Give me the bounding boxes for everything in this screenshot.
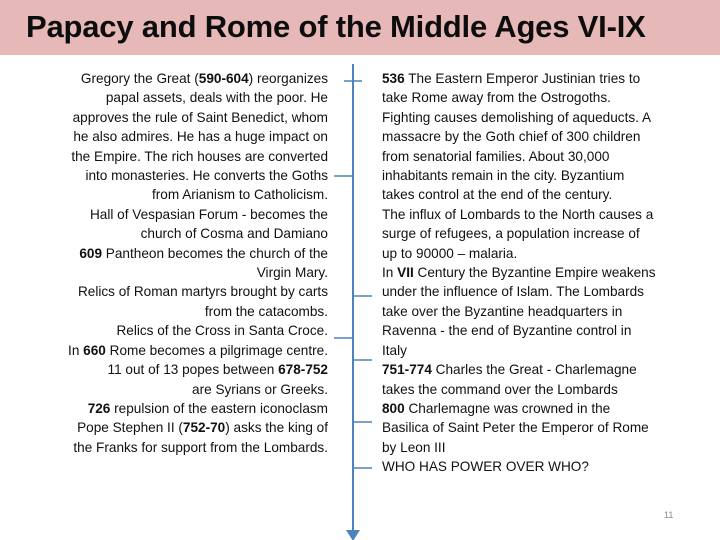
text-segment: papal assets, deals with the poor. He [105, 90, 328, 106]
text-line [382, 224, 718, 243]
text-line [382, 438, 718, 457]
right-column-text [382, 69, 718, 477]
text-segment: by Leon III [382, 439, 446, 455]
date-highlight: 751-774 [382, 362, 432, 378]
slide-title: Papacy and Rome of the Middle Ages VI-IX [26, 9, 646, 44]
text-line [382, 360, 718, 379]
date-highlight: 726 [87, 400, 111, 416]
text-line [382, 282, 718, 301]
text-line [382, 302, 718, 321]
text-segment: under the influence of Islam. The Lombards [382, 284, 644, 300]
text-segment: Relics of Roman martyrs brought by carts [77, 284, 328, 300]
text-segment: Gregory the Great ( [80, 71, 199, 86]
text-line [382, 457, 718, 476]
text-segment: takes the command over the Lombards [382, 381, 618, 397]
text-segment: In [382, 265, 398, 281]
text-segment: Charlemagne was crowned in the [404, 400, 611, 416]
text-segment: the Empire. The rich houses are converted [71, 148, 328, 164]
text-segment: take Rome away from the Ostrogoths. [382, 90, 611, 106]
text-segment: up to 90000 – malaria. [382, 245, 518, 261]
text-segment: approves the rule of Saint Benedict, whom [72, 109, 328, 125]
text-segment: Pantheon becomes the church of the [102, 245, 328, 261]
text-line [382, 418, 718, 437]
text-segment: take over the Byzantine headquarters in [382, 303, 623, 319]
text-line [382, 147, 718, 166]
text-segment: takes control at the end of the century. [382, 187, 613, 203]
text-segment: inhabitants remain in the city. Byzantium [382, 168, 625, 184]
text-segment: Ravenna - the end of Byzantine control in [382, 323, 632, 339]
text-segment: massacre by the Goth chief of 300 children [382, 129, 641, 145]
text-segment: Rome becomes a pilgrimage centre. [105, 342, 328, 358]
text-segment: Fighting causes demolishing of aqueducts. A [382, 109, 652, 125]
date-highlight: 800 [382, 400, 405, 416]
text-line [382, 263, 718, 282]
text-segment: from senatorial families. About 30,000 [382, 148, 610, 164]
text-line [382, 127, 718, 146]
date-highlight: 660 [83, 342, 106, 358]
text-line [382, 244, 718, 263]
text-segment: the Franks for support from the Lombards. [73, 439, 328, 455]
text-line [382, 321, 718, 340]
text-segment: Basilica of Saint Peter the Emperor of Rome [382, 420, 649, 436]
text-segment: are Syrians or Greeks. [192, 381, 328, 397]
text-segment: into monasteries. He converts the Goths [85, 168, 328, 184]
text-segment: he also admires. He has a huge impact on [73, 129, 328, 145]
text-segment: 11 out of 13 popes between [107, 362, 279, 378]
text-line [382, 341, 718, 360]
date-highlight: 609 [79, 245, 103, 261]
text-line [382, 88, 718, 107]
text-segment: Charles the Great - Charlemagne [431, 362, 637, 378]
date-highlight: 590-604 [198, 71, 249, 86]
text-segment: ) reorganizes [248, 71, 328, 86]
text-segment: Italy [382, 342, 407, 358]
text-segment: Hall of Vespasian Forum - becomes the [89, 206, 328, 222]
text-line [382, 185, 718, 204]
text-line [382, 166, 718, 185]
text-segment: Century the Byzantine Empire weakens [413, 265, 656, 281]
text-segment: WHO HAS POWER OVER WHO? [382, 459, 589, 475]
text-segment: In [68, 342, 84, 358]
text-segment: Relics of the Cross in Santa Croce. [116, 323, 328, 339]
text-line [382, 205, 718, 224]
timeline-arrowhead [346, 530, 360, 540]
text-segment: The Eastern Emperor Justinian tries to [404, 71, 641, 86]
text-line [382, 108, 718, 127]
date-highlight: VII [397, 265, 414, 281]
text-segment: from Arianism to Catholicism. [151, 187, 328, 203]
date-highlight: 678-752 [278, 362, 328, 378]
text-segment: Virgin Mary. [256, 265, 328, 281]
text-line [382, 399, 718, 418]
date-highlight: 536 [382, 71, 405, 86]
page-number: 11 [664, 510, 674, 520]
text-segment: repulsion of the eastern iconoclasm [110, 400, 328, 416]
date-highlight: 752-70 [182, 420, 226, 436]
text-segment: surge of refugees, a population increase of [382, 226, 640, 242]
text-segment: church of Cosma and Damiano [140, 226, 328, 242]
text-line [382, 380, 718, 399]
text-segment: The influx of Lombards to the North causes a [382, 206, 654, 222]
text-segment: ) asks the king of [225, 420, 328, 436]
text-segment: from the catacombs. [204, 303, 328, 319]
text-line [382, 69, 718, 88]
text-segment: Pope Stephen II ( [77, 420, 183, 436]
